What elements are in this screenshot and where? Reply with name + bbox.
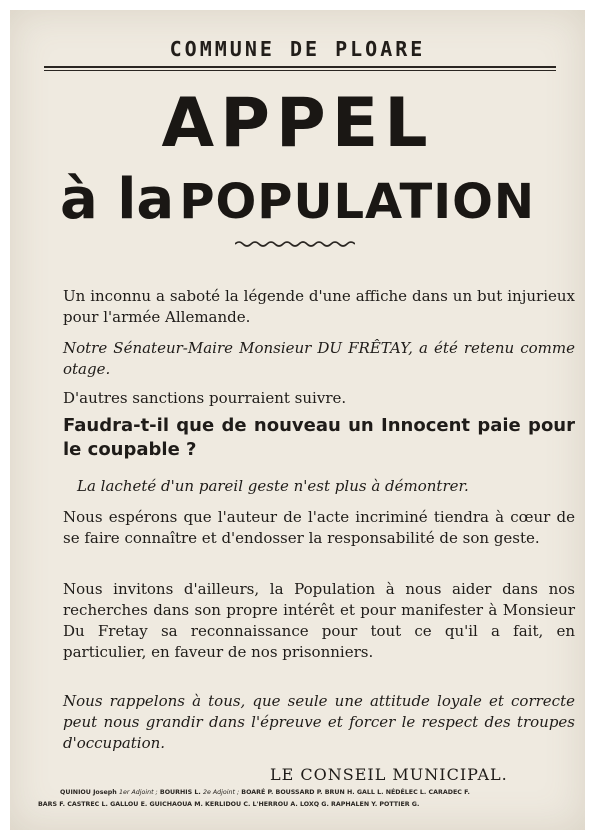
subtitle-prefix: à la	[59, 167, 175, 232]
subtitle-main: POPULATION	[179, 174, 536, 230]
header-rule	[44, 66, 556, 71]
deputy-one-role: 1er Adjoint ;	[118, 789, 158, 796]
paragraph-cowardice: La lacheté d'un pareil geste n'est plus à démontrer.	[77, 477, 469, 495]
council-names-line-1	[60, 788, 590, 797]
poster-title: APPEL	[161, 84, 434, 163]
deputy-two-name: BOURHIS L.	[159, 789, 201, 796]
paragraph-reminder: Nous rappelons à tous, que seule une attitude loyale et correcte peut nous grandir dans l'épreuve et forcer le respect des troupes d'occupation.	[63, 692, 575, 752]
council-signature: LE CONSEIL MUNICIPAL.	[270, 765, 508, 784]
paragraph-hope: Nous espérons que l'auteur de l'acte incriminé tiendra à cœur de se faire connaître et d'endosser la responsabilité de son geste.	[63, 508, 575, 547]
poster-subtitle	[10, 167, 585, 232]
poster	[10, 10, 585, 830]
paragraph-question: Faudra-t-il que de nouveau un Innocent paie pour le coupable ?	[63, 415, 575, 460]
deputy-two-role: 2e Adjoint ;	[202, 789, 240, 796]
commune-heading: COMMUNE DE PLOARE	[169, 37, 426, 61]
council-members-1: BOARÉ P. BOUSSARD P. BRUN H. GALL L. NÉDÉLEC L. CARADEC F.	[241, 789, 470, 796]
deputy-one-name: QUINIOU Joseph	[60, 789, 117, 796]
council-names-line-2: BARS F. CASTREC L. GALLOU E. GUICHAOUA M. KERLIDOU C. L'HERROU A. LOXQ G. RAPHALEN Y. POTTIER G.	[38, 801, 420, 808]
ornament-flourish-icon	[235, 239, 355, 249]
paragraph-invitation: Nous invitons d'ailleurs, la Population à nous aider dans nos recherches dans son propre intérêt et pour manifester à Monsieur Du Fretay sa reconnaissance pour tout ce qu'il a fait, en particulier, en faveur de nos prisonniers.	[63, 580, 575, 661]
paragraph-sabotage: Un inconnu a saboté la légende d'une affiche dans un but injurieux pour l'armée Allemande.	[63, 287, 575, 326]
paragraph-sanctions: D'autres sanctions pourraient suivre.	[63, 389, 347, 407]
paragraph-hostage: Notre Sénateur-Maire Monsieur DU FRÊTAY, a été retenu comme otage.	[63, 339, 575, 378]
